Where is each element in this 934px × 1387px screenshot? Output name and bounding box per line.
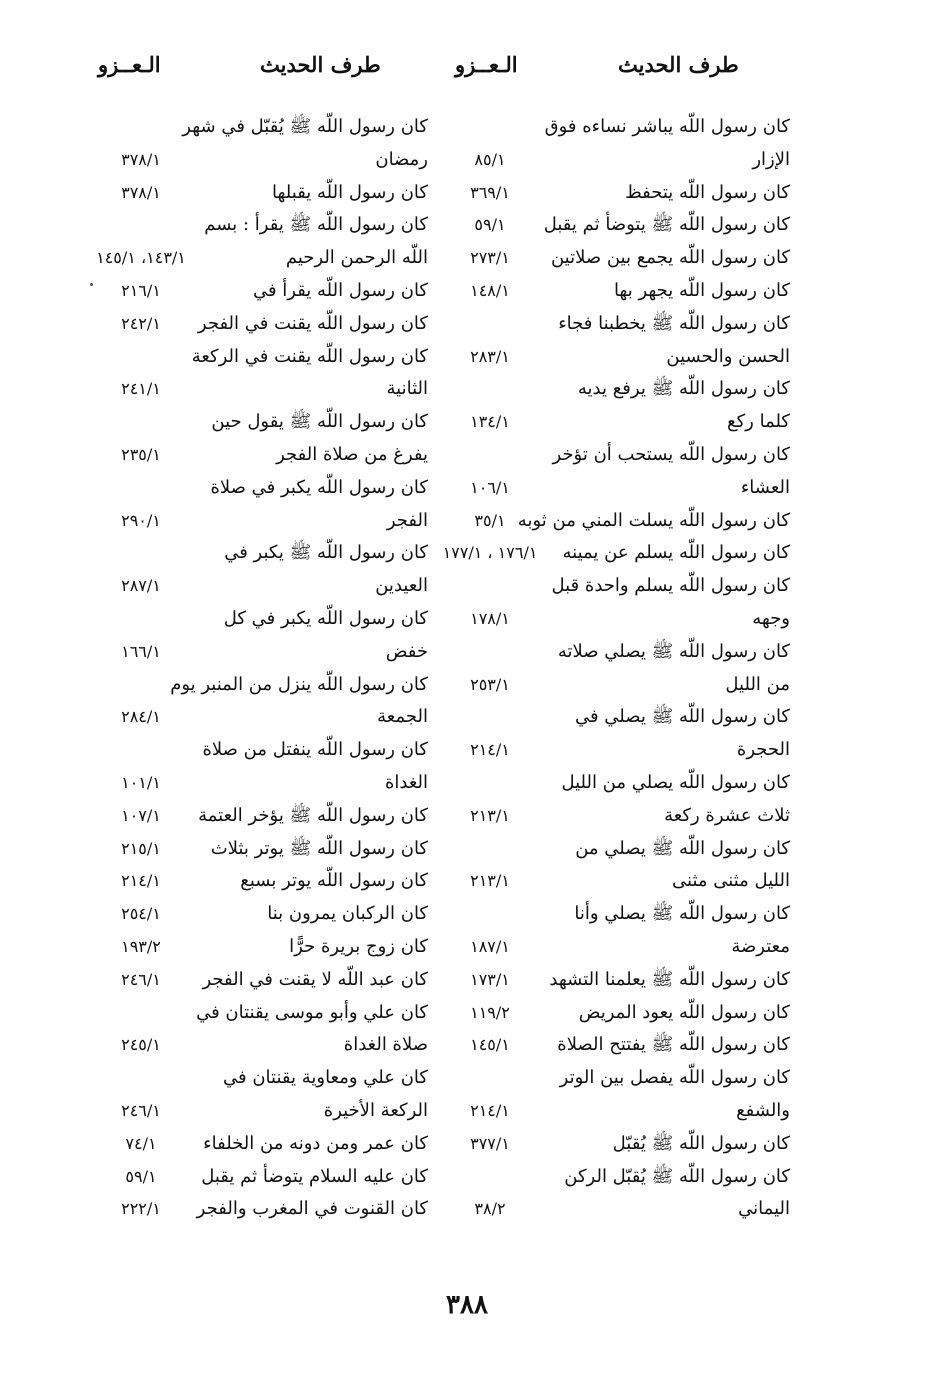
entry-text: كان رسول اللّه ﷺ يصلي في — [574, 706, 790, 728]
entry-text: الغداة — [384, 772, 428, 793]
entry-reference: ٢٨٣/١ — [470, 346, 510, 366]
entry-text: كان رسول اللّه يستحب أن تؤخر — [552, 444, 790, 465]
entry-reference: ٣٨/٢ — [474, 1199, 506, 1219]
entry-text: صلاة الغداة — [343, 1034, 428, 1056]
entry-text: كان رسول اللّه ﷺ يخطبنا فجاء — [558, 312, 790, 334]
entry-text: كان عبد اللّه لا يقنت في الفجر — [202, 968, 428, 990]
entry-text: الحسن والحسين — [666, 345, 790, 367]
entry-reference: ٢٧٣/١ — [470, 248, 510, 268]
entry-reference: ٢٥٤/١ — [121, 904, 161, 924]
entry-reference: ٢٣٥/١ — [121, 445, 161, 464]
entry-reference: ٢١٦/١ — [121, 281, 161, 300]
entry-text: الليل مثنى مثنى — [672, 870, 790, 892]
entry-text: كان رسول اللّه ﷺ يقول حين — [211, 411, 428, 433]
entry-reference: ٢١٤/١ — [121, 871, 161, 891]
entry-reference: ١٦٦/١ — [121, 641, 161, 661]
entry-text: كان القنوت في المغرب والفجر — [196, 1198, 428, 1220]
entry-reference: ٢٨٧/١ — [121, 576, 161, 596]
entry-reference: ٢٤١/١ — [121, 379, 161, 399]
entry-reference: ٢١٥/١ — [121, 838, 161, 858]
entry-reference: ٣٧٨/١ — [121, 182, 161, 202]
entry-reference: ١٠٧/١ — [121, 805, 161, 825]
entry-reference: ٣٦٩/١ — [470, 182, 510, 202]
entry-reference: ٢٩٠/١ — [121, 510, 161, 530]
entry-reference: ١٠٦/١ — [470, 477, 510, 497]
entry-text: العشاء — [740, 476, 790, 498]
entry-text: كان رسول اللّه يجهر بها — [613, 280, 790, 301]
entry-text: الثانية — [386, 378, 428, 400]
entry-text: كان رسول اللّه ﷺ يعلمنا التشهد — [549, 968, 790, 990]
entry-text: اللّه الرحمن الرحيم — [285, 247, 428, 269]
entry-text: كان رسول اللّه ﷺ يصلي صلاته — [557, 640, 790, 662]
entry-reference: ١٩٣/٢ — [121, 937, 161, 956]
entry-reference: ٢١٤/١ — [470, 740, 510, 760]
entry-text: كان عليه السلام يتوضأ ثم يقبل — [201, 1165, 428, 1187]
entry-reference: ١٤٣/١، ١٤٥/١ — [96, 248, 186, 268]
entry-text: كان رسول اللّه يباشر نساءه فوق — [544, 116, 790, 137]
entry-reference: ١٤٥/١ — [470, 1035, 510, 1055]
entry-text: كان زوج بريرة حرًّا — [289, 936, 428, 957]
entry-text: كان رسول اللّه ﷺ يكبر في — [224, 542, 428, 564]
entry-reference: ٢١٣/١ — [470, 871, 510, 891]
entry-text: كان رسول اللّه ﷺ يفتتح الصلاة — [557, 1034, 790, 1056]
entry-text: الركعة الأخيرة — [323, 1100, 428, 1121]
entry-reference: ١٧٦/١ ، ١٧٧/١ — [442, 543, 538, 563]
entry-reference: ٢٢٢/١ — [121, 1199, 161, 1219]
entry-text: كان رسول اللّه يقرأ في — [252, 280, 428, 301]
header-ref-right: الـعــزو — [455, 52, 518, 77]
entry-text: كان الركبان يمرون بنا — [267, 903, 428, 925]
entry-reference: ٢٨٤/١ — [121, 707, 161, 727]
entry-reference: ٢٤٥/١ — [121, 1035, 161, 1055]
entry-reference: ٢٤٦/١ — [121, 969, 161, 989]
entry-reference: ٣٧٧/١ — [470, 1133, 510, 1153]
entry-text: كان رسول اللّه يصلي من الليل — [561, 772, 790, 793]
entry-text: كان رسول اللّه ﷺ يُقبّل — [612, 1132, 790, 1154]
entry-text: اليماني — [738, 1198, 790, 1220]
entry-text: وجهه — [752, 608, 790, 629]
entry-text: معترضة — [731, 936, 790, 957]
entry-reference: ٢٥٣/١ — [470, 674, 510, 694]
header-ref-left: الـعــزو — [98, 52, 161, 77]
entry-text: كان رسول اللّه يسلم عن يمينه — [562, 542, 790, 564]
entry-text: كان رسول اللّه ﷺ يصلي من — [575, 837, 790, 859]
entry-reference: ١٧٨/١ — [470, 609, 510, 628]
entry-text: كان رسول اللّه يسلم واحدة قبل — [551, 575, 790, 597]
entry-text: كان رسول اللّه يقنت في الركعة — [191, 345, 428, 367]
entry-text: كان رسول اللّه يقنت في الفجر — [197, 312, 428, 334]
entry-text: كان رسول اللّه يوتر بسبع — [240, 870, 428, 892]
entry-text: كان رسول اللّه يفصل بين الوتر — [559, 1067, 790, 1089]
entry-text: رمضان — [375, 148, 428, 170]
entry-text: من الليل — [725, 673, 790, 695]
entry-reference: ١٣٤/١ — [470, 412, 510, 432]
entry-text: كان رسول اللّه ﷺ يرفع يديه — [577, 378, 790, 400]
entry-reference: ٢١٣/١ — [470, 805, 510, 825]
entry-text: والشفع — [736, 1100, 790, 1121]
page-number: ٣٨٨ — [446, 1290, 488, 1320]
entry-reference: ٣٧٨/١ — [121, 149, 161, 169]
entry-text: كان رسول اللّه ﷺ يقرأ : بسم — [204, 214, 428, 236]
entry-reference: ١٧٣/١ — [470, 969, 510, 989]
entry-text: كان رسول اللّه يتحفظ — [625, 181, 790, 203]
entry-text: كان رسول اللّه ينفتل من صلاة — [202, 739, 428, 761]
entry-reference: ٧٤/١ — [125, 1133, 157, 1153]
entry-text: كان رسول اللّه يكبر في كل — [223, 608, 428, 629]
entry-text: كان عمر ومن دونه من الخلفاء — [203, 1132, 428, 1154]
entry-text: كان رسول اللّه يكبر في صلاة — [210, 476, 428, 498]
entry-text: كان رسول اللّه ﷺ يُقبّل الركن — [564, 1165, 790, 1187]
header-hadith-right: طرف الحديث — [618, 52, 739, 77]
entry-reference: ٥٩/١ — [125, 1166, 157, 1186]
entry-reference: ٥٩/١ — [474, 215, 506, 235]
entry-text: كان رسول اللّه يجمع بين صلاتين — [550, 247, 790, 269]
entry-reference: ٣٥/١ — [474, 510, 506, 530]
entry-text: كان رسول اللّه يعود المريض — [578, 1001, 790, 1023]
entry-reference: ٢٤٦/١ — [121, 1101, 161, 1120]
entry-text: كان علي وأبو موسى يقنتان في — [196, 1001, 428, 1023]
margin-mark — [90, 283, 93, 286]
entry-text: كان رسول اللّه ﷺ يؤخر العتمة — [198, 804, 428, 826]
entry-reference: ٢١٤/١ — [470, 1101, 510, 1120]
entry-text: كان رسول اللّه ينزل من المنبر يوم — [170, 673, 428, 695]
entry-text: كان رسول اللّه يقبلها — [272, 181, 428, 203]
entry-reference: ٨٥/١ — [474, 149, 506, 169]
header-hadith-left: طرف الحديث — [260, 52, 381, 77]
entry-text: كان رسول اللّه ﷺ يصلي وأنا — [574, 903, 790, 925]
entry-reference: ١١٩/٢ — [470, 1002, 510, 1022]
entry-text: كان رسول اللّه ﷺ يوتر بثلاث — [210, 837, 428, 859]
entry-reference: ١٨٧/١ — [470, 937, 510, 956]
entry-text: الفجر — [386, 509, 428, 531]
entry-text: كان علي ومعاوية يقنتان في — [222, 1067, 428, 1089]
entry-text: كان رسول اللّه يسلت المني من ثوبه — [517, 509, 790, 531]
entry-text: الحجرة — [736, 739, 790, 761]
entry-text: كان رسول اللّه ﷺ يتوضأ ثم يقبل — [543, 214, 790, 236]
entry-text: كلما ركع — [727, 411, 790, 433]
entry-text: خفض — [385, 640, 428, 662]
entry-reference: ١٠١/١ — [121, 773, 161, 792]
entry-text: يفرغ من صلاة الفجر — [276, 444, 428, 465]
entry-text: ثلاث عشرة ركعة — [664, 804, 790, 826]
entry-reference: ٢٤٢/١ — [121, 313, 161, 333]
entry-text: الإزار — [752, 148, 790, 170]
entry-text: العيدين — [375, 575, 428, 597]
entry-text: الجمعة — [377, 706, 428, 728]
entry-text: كان رسول اللّه ﷺ يُقبّل في شهر — [182, 116, 428, 137]
entry-reference: ١٤٨/١ — [470, 281, 510, 300]
